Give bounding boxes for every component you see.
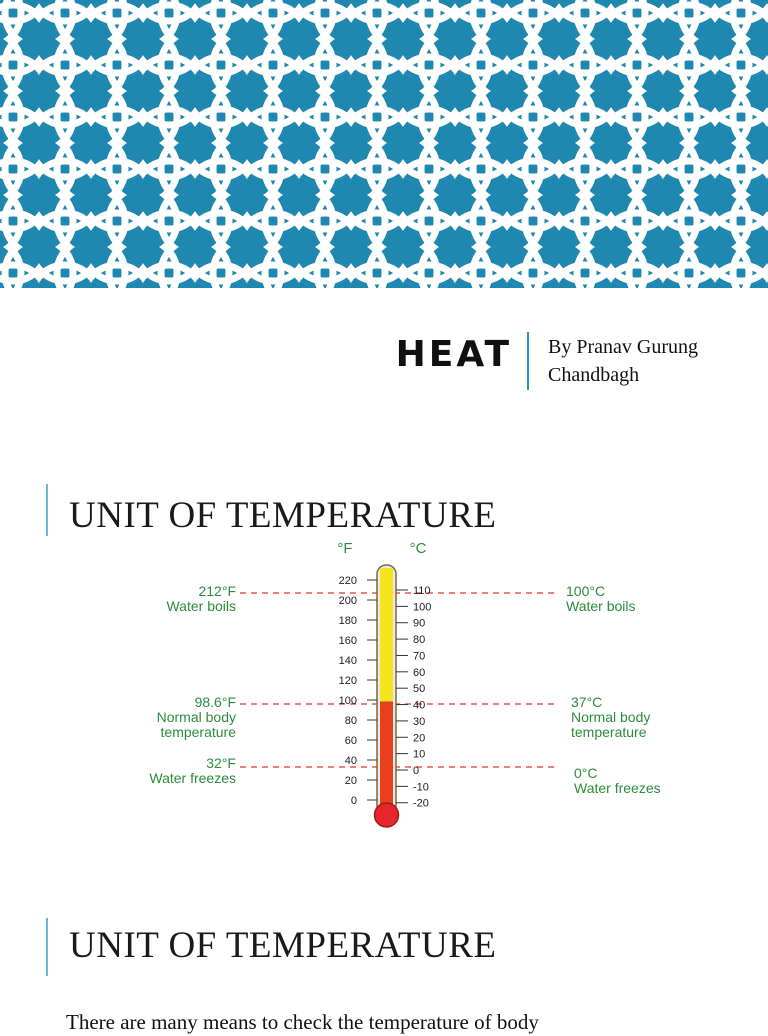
fahrenheit-reference-label: 32°F Water freezes	[149, 755, 236, 786]
slide-title: HEAT	[395, 334, 512, 375]
fahrenheit-tick-label: 60	[344, 735, 357, 747]
fahrenheit-tick-label: 80	[344, 715, 357, 727]
fahrenheit-tick-label: 140	[338, 655, 357, 667]
celsius-tick-label: 10	[413, 748, 426, 761]
title-divider	[527, 332, 529, 390]
celsius-tick-label: 40	[413, 699, 426, 712]
celsius-tick-label: 90	[413, 617, 426, 630]
celsius-tick-label: 80	[413, 634, 426, 647]
thermometer-bulb	[375, 803, 399, 827]
celsius-tick-label: -20	[413, 797, 429, 810]
celsius-reference-label: 0°C Water freezes	[574, 765, 661, 796]
fahrenheit-tick-label: 100	[338, 695, 357, 707]
celsius-tick-label: -10	[413, 781, 429, 794]
mercury-upper	[380, 568, 393, 701]
fahrenheit-reference-label: 212°F Water boils	[166, 583, 236, 614]
fahrenheit-tick-label: 220	[338, 575, 357, 587]
section-heading-2: UNIT OF TEMPERATURE	[69, 925, 497, 966]
celsius-tick-label: 0	[413, 765, 420, 777]
section-accent-bar-2	[46, 918, 48, 976]
fahrenheit-unit-label: °F	[337, 540, 353, 557]
fahrenheit-tick-label: 0	[350, 795, 357, 807]
celsius-tick-label: 70	[413, 650, 426, 663]
celsius-tick-label: 60	[413, 666, 426, 679]
fahrenheit-tick-label: 40	[344, 755, 357, 767]
section-heading: UNIT OF TEMPERATURE	[69, 495, 497, 536]
fahrenheit-tick-label: 160	[338, 635, 357, 647]
fahrenheit-reference-label: 98.6°F Normal body temperature	[156, 694, 236, 740]
fahrenheit-tick-label: 200	[338, 595, 357, 607]
author-block	[548, 333, 698, 389]
author-school: Chandbagh	[548, 364, 640, 386]
fahrenheit-tick-label: 180	[338, 615, 357, 627]
celsius-reference-label: 37°C Normal body temperature	[571, 694, 651, 740]
fahrenheit-tick-label: 120	[338, 675, 357, 687]
celsius-unit-label: °C	[409, 540, 427, 557]
thermometer-diagram	[0, 530, 768, 840]
mercury-column	[380, 701, 393, 815]
patterned-banner	[0, 0, 768, 288]
section-accent-bar	[46, 484, 48, 536]
celsius-tick-label: 50	[413, 683, 426, 696]
celsius-tick-label: 100	[413, 601, 432, 614]
celsius-reference-label: 100°C Water boils	[566, 583, 636, 614]
celsius-tick-label: 110	[413, 585, 431, 598]
author-name: By Pranav Gurung	[548, 336, 698, 358]
body-paragraph: There are many means to check the temperature of body	[66, 1010, 539, 1034]
fahrenheit-tick-label: 20	[344, 775, 357, 787]
celsius-tick-label: 20	[413, 732, 426, 745]
celsius-tick-label: 30	[413, 715, 426, 728]
